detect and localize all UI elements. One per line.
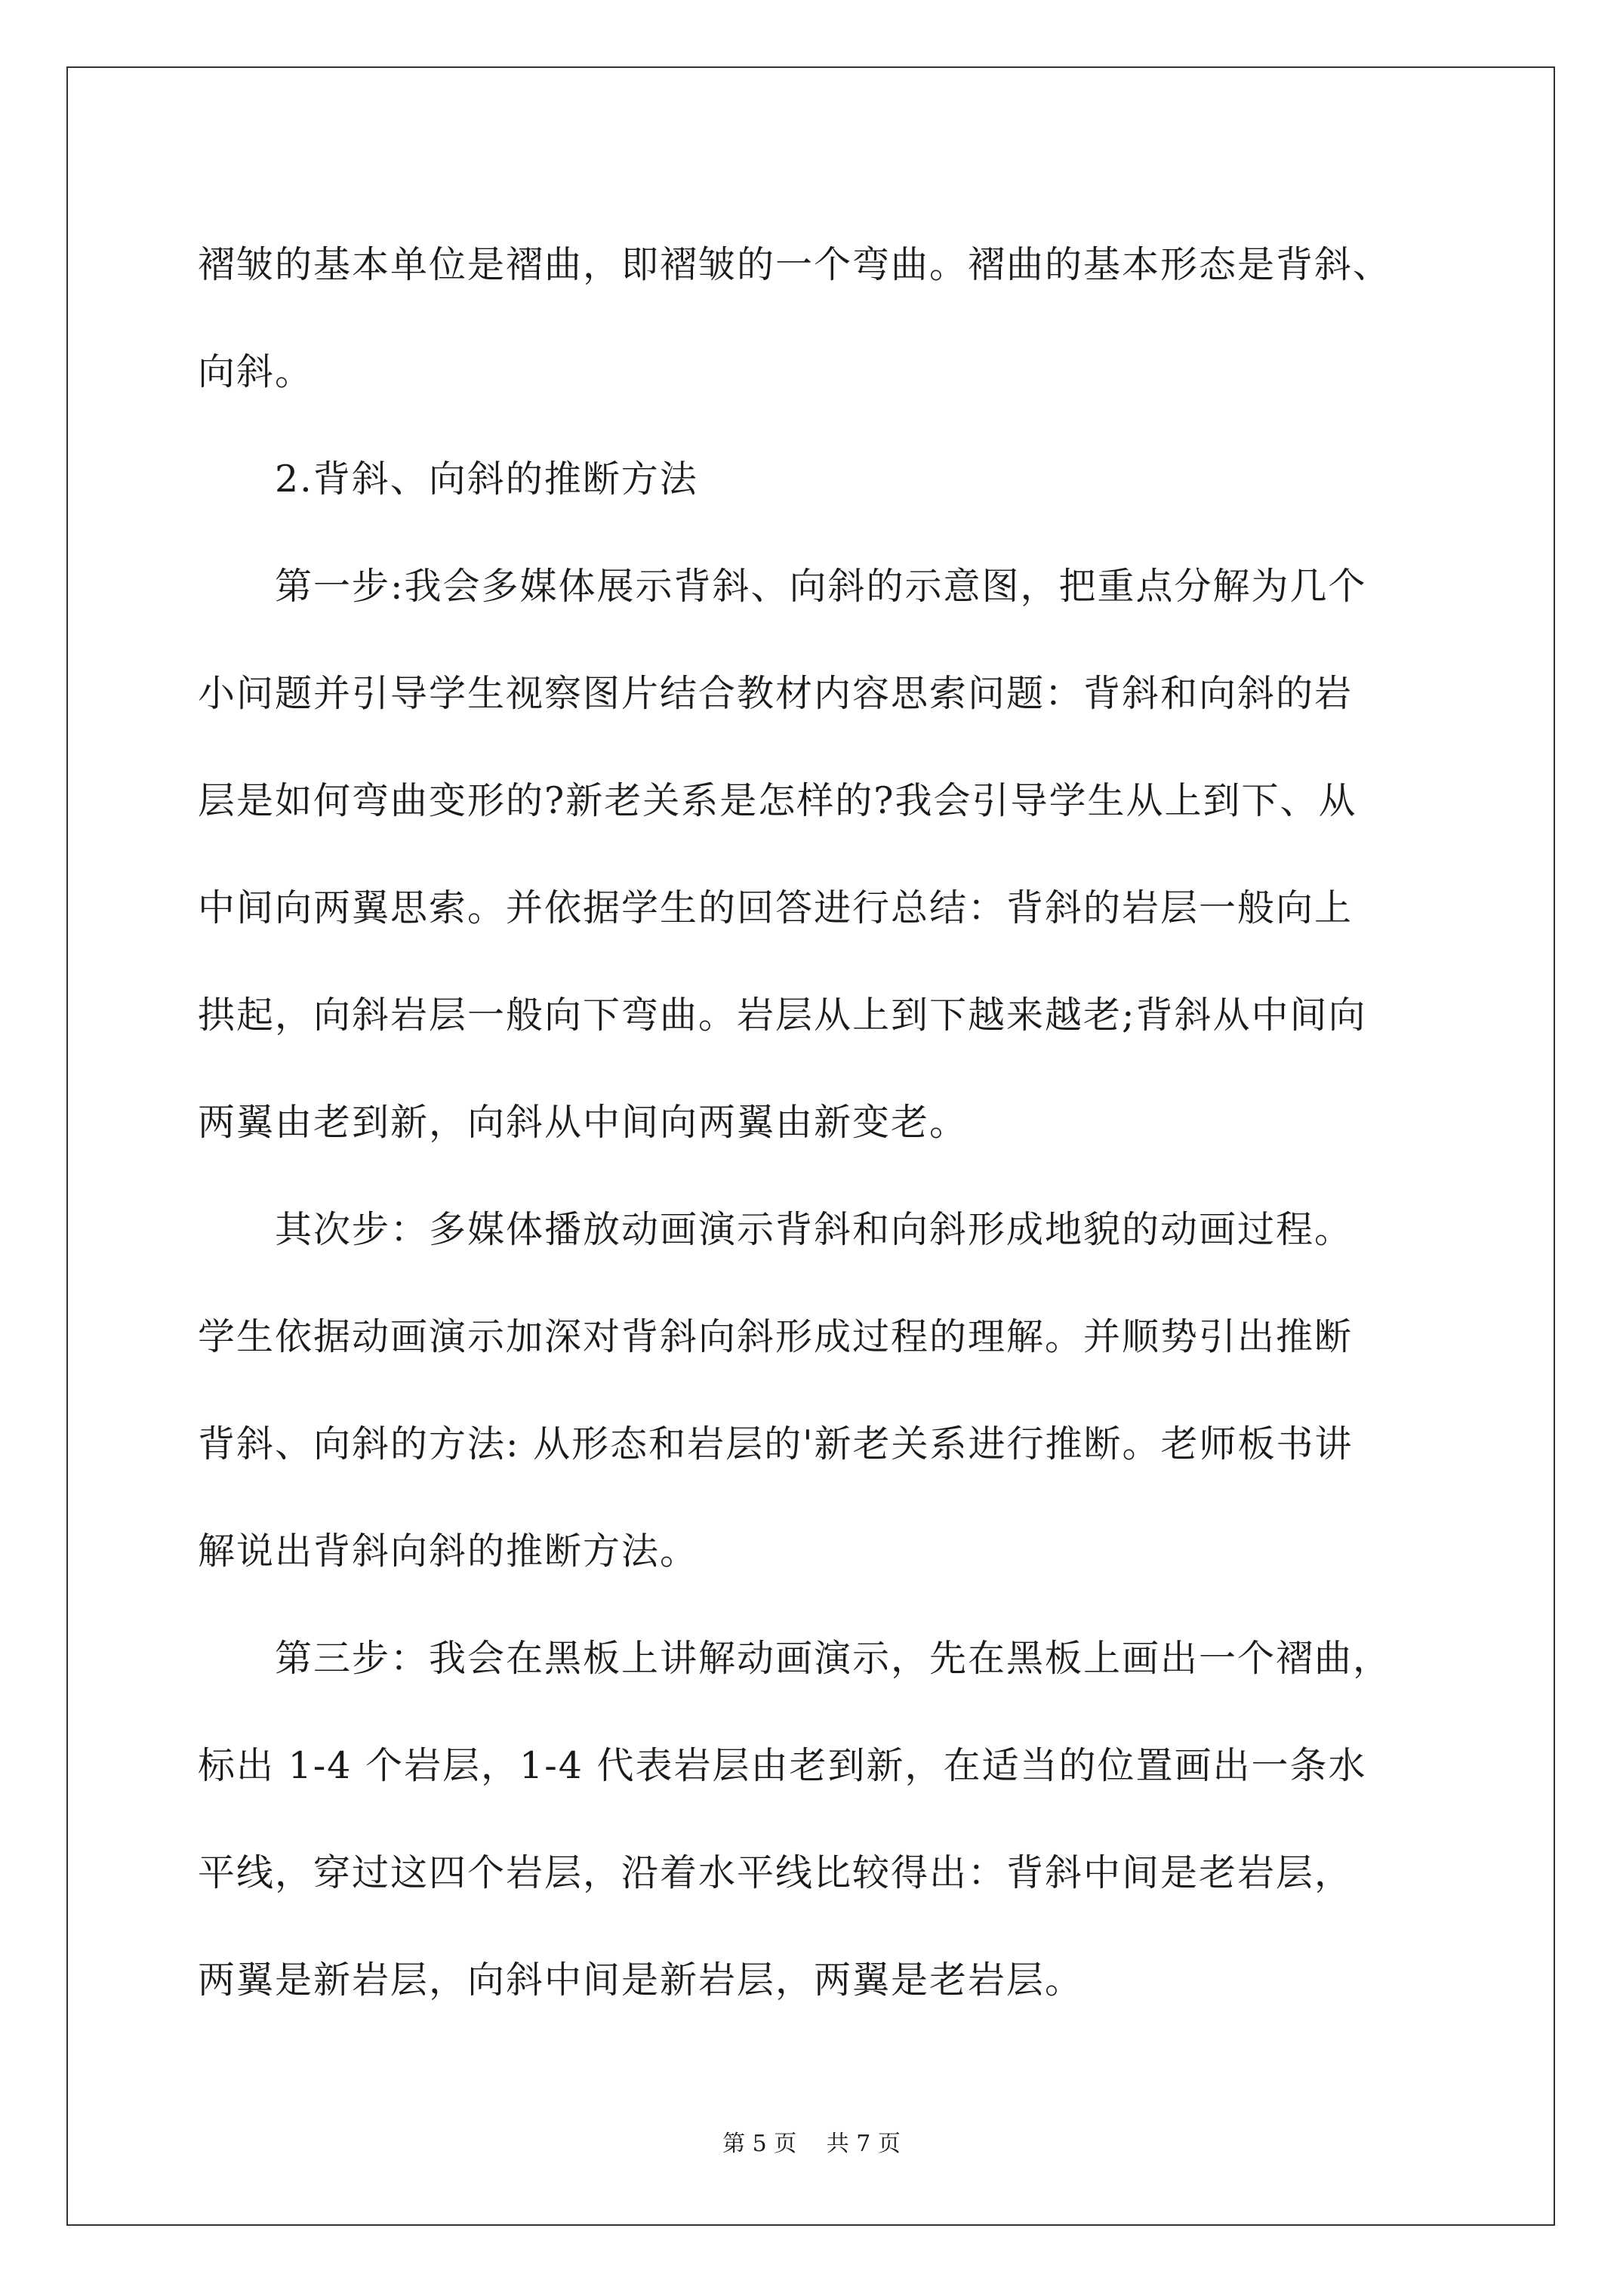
- text-line: 学生依据动画演示加深对背斜向斜形成过程的理解。并顺势引出推断: [198, 1315, 1354, 1358]
- text-line: 标出 1-4 个岩层，1-4 代表岩层由老到新，在适当的位置画出一条水: [198, 1744, 1367, 1787]
- text-line: 第三步：我会在黑板上讲解动画演示，先在黑板上画出一个褶曲，: [198, 1637, 1392, 1680]
- text-line: 第一步:我会多媒体展示背斜、向斜的示意图，把重点分解为几个: [198, 565, 1367, 608]
- text-line: 褶皱的基本单位是褶曲，即褶皱的一个弯曲。褶曲的基本形态是背斜、: [198, 243, 1392, 286]
- text-line: 两翼由老到新，向斜从中间向两翼由新变老。: [198, 1101, 969, 1144]
- text-line: 拱起，向斜岩层一般向下弯曲。岩层从上到下越来越老;背斜从中间向: [198, 994, 1367, 1037]
- text-line: 背斜、向斜的方法: 从形态和岩层的'新老关系进行推断。老师板书讲: [198, 1422, 1354, 1465]
- text-line: 解说出背斜向斜的推断方法。: [198, 1530, 699, 1573]
- page-number-footer: 第 5 页 共 7 页: [722, 2131, 901, 2157]
- section-heading: 2.背斜、向斜的推断方法: [198, 458, 698, 501]
- text-line: 平线，穿过这四个岩层，沿着水平线比较得出：背斜中间是老岩层，: [198, 1851, 1354, 1894]
- text-line: 其次步：多媒体播放动画演示背斜和向斜形成地貌的动画过程。: [198, 1208, 1354, 1251]
- text-line: 中间向两翼思索。并依据学生的回答进行总结：背斜的岩层一般向上: [198, 886, 1354, 929]
- text-line: 向斜。: [198, 350, 314, 393]
- text-line: 层是如何弯曲变形的?新老关系是怎样的?我会引导学生从上到下、从: [198, 779, 1357, 822]
- text-line: 两翼是新岩层，向斜中间是新岩层，两翼是老岩层。: [198, 1959, 1084, 2002]
- text-line: 小问题并引导学生视察图片结合教材内容思索问题：背斜和向斜的岩: [198, 672, 1354, 715]
- document-body: [198, 211, 1466, 2034]
